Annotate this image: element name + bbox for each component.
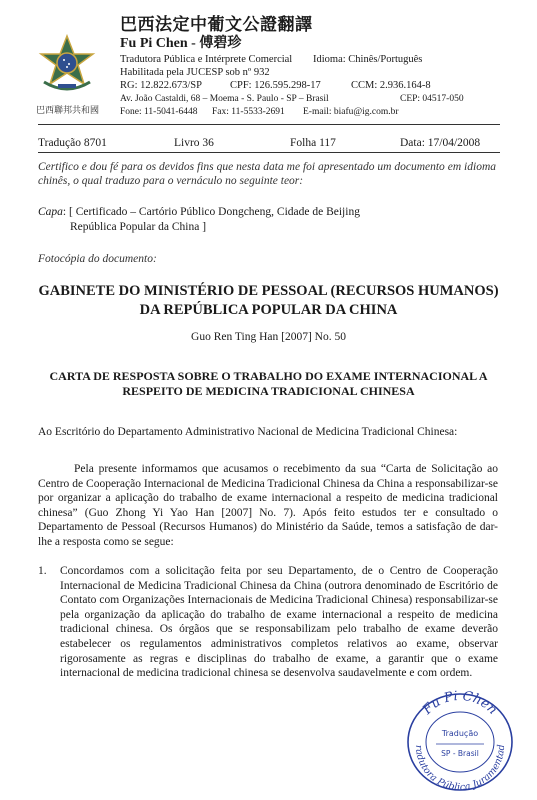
meta-divider xyxy=(38,152,500,153)
ccm-number: CCM: 2.936.164-8 xyxy=(351,80,431,91)
addressee: Ao Escritório do Departamento Administrativo Nacional de Medicina Tradicional Chinesa: xyxy=(38,426,458,438)
document-title-line1: GABINETE DO MINISTÉRIO DE PESSOAL (RECURSOS HUMANOS) xyxy=(38,283,499,299)
cover-line xyxy=(38,206,360,218)
languages: Idioma: Chinês/Português xyxy=(313,54,423,65)
brazil-coat-of-arms-icon xyxy=(38,34,96,94)
translator-name: Fu Pi Chen - 傅碧珍 xyxy=(120,36,242,51)
cover-text-2: República Popular da China ] xyxy=(70,221,207,233)
svg-text:Tradução: Tradução xyxy=(441,729,479,738)
cover-label: Capa xyxy=(38,206,63,218)
license: Habilitada pela JUCESP sob nº 932 xyxy=(120,67,270,78)
photocopy-label: Fotocópia do documento: xyxy=(38,253,157,265)
email: E-mail: biafu@ig.com.br xyxy=(303,107,399,117)
cpf-number: CPF: 126.595.298-17 xyxy=(230,80,321,91)
svg-text:SP - Brasil: SP - Brasil xyxy=(441,749,479,758)
document-title-line2: DA REPÚBLICA POPULAR DA CHINA xyxy=(139,302,398,318)
fax: Fax: 11-5533-2691 xyxy=(212,107,285,117)
book-number: Livro 36 xyxy=(174,137,214,149)
svg-text:Fu Pi Chen: Fu Pi Chen xyxy=(420,688,500,718)
certification-text: Certifico e dou fé para os devidos fins que nesta data me foi apresentado um documento em idioma chinês, o qual traduzo para o vernáculo no seguinte teor: xyxy=(38,161,496,187)
cover-text: : [ Certificado – Cartório Público Dongcheng, Cidade de Beijing xyxy=(62,206,360,218)
cep: CEP: 04517-050 xyxy=(400,94,464,104)
emblem-caption: 巴西聯邦共和國 xyxy=(36,105,100,115)
subtitle-line2: RESPEITO DE MEDICINA TRADICIONAL CHINESA xyxy=(122,384,415,398)
translation-number: Tradução 8701 xyxy=(38,137,107,149)
date: Data: 17/04/2008 xyxy=(400,137,481,149)
chinese-title: 巴西法定中葡文公證翻譯 xyxy=(120,15,313,34)
page-number: Folha 117 xyxy=(290,137,336,149)
translator-role: Tradutora Pública e Intérprete Comercial xyxy=(120,54,293,65)
phone: Fone: 11-5041-6448 xyxy=(120,107,198,117)
reference-number: Guo Ren Ting Han [2007] No. 50 xyxy=(191,331,346,343)
header-divider xyxy=(38,124,500,125)
translator-seal-stamp xyxy=(404,688,516,792)
item-1-text: Concordamos com a solicitação feita por seu Departamento, de o Centro de Cooperação Internacional de Medicina Tradicional Chinesa da China (outrora denominado de Escritório de Contato com Organizações Internacionais de Medicina Tradicional Chinesa) responsabilizar-se pela organização da aplicação do trabalho de exame internacional a respeito de medicina tradicional chinesa. Os órgãos que se responsabilizam pelo trabalho de exame deverão estabelecer os regulamentos administrativos completos relativos ao exame, observar rigorosamente as regras e disciplinas do trabalho de exame, a garantir que o exame internacional de medicina tradicional chinesa se desenvolva saudavelmente e com ordem. xyxy=(60,565,498,680)
rg-number: RG: 12.822.673/SP xyxy=(120,80,202,91)
address: Av. João Castaldi, 68 – Moema - S. Paulo - SP – Brasil xyxy=(120,94,329,104)
item-1-number: 1. xyxy=(38,565,47,577)
svg-text:Tradutora Pública Juramentada: radutora Pública Juramentad xyxy=(412,744,508,792)
paragraph-1: Pela presente informamos que acusamos o recebimento da sua “Carta de Solicitação ao Centro de Cooperação Internacional de Medicina Tradicional Chinesa da China a responsabilizar-se por organizar a aplicação do trabalho de exame internacional a respeito de medicina tradicional chinesa” (Guo Zhong Yi Yao Han [2007] No. 7). Após feito estudos ter e consultado o Departamento de Pessoal (Recursos Humanos) do Ministério da Saúde, temos a satisfação de dar-lhe a resposta como se segue: xyxy=(38,463,498,548)
subtitle-line1: CARTA DE RESPOSTA SOBRE O TRABALHO DO EXAME INTERNACIONAL A xyxy=(49,369,488,383)
